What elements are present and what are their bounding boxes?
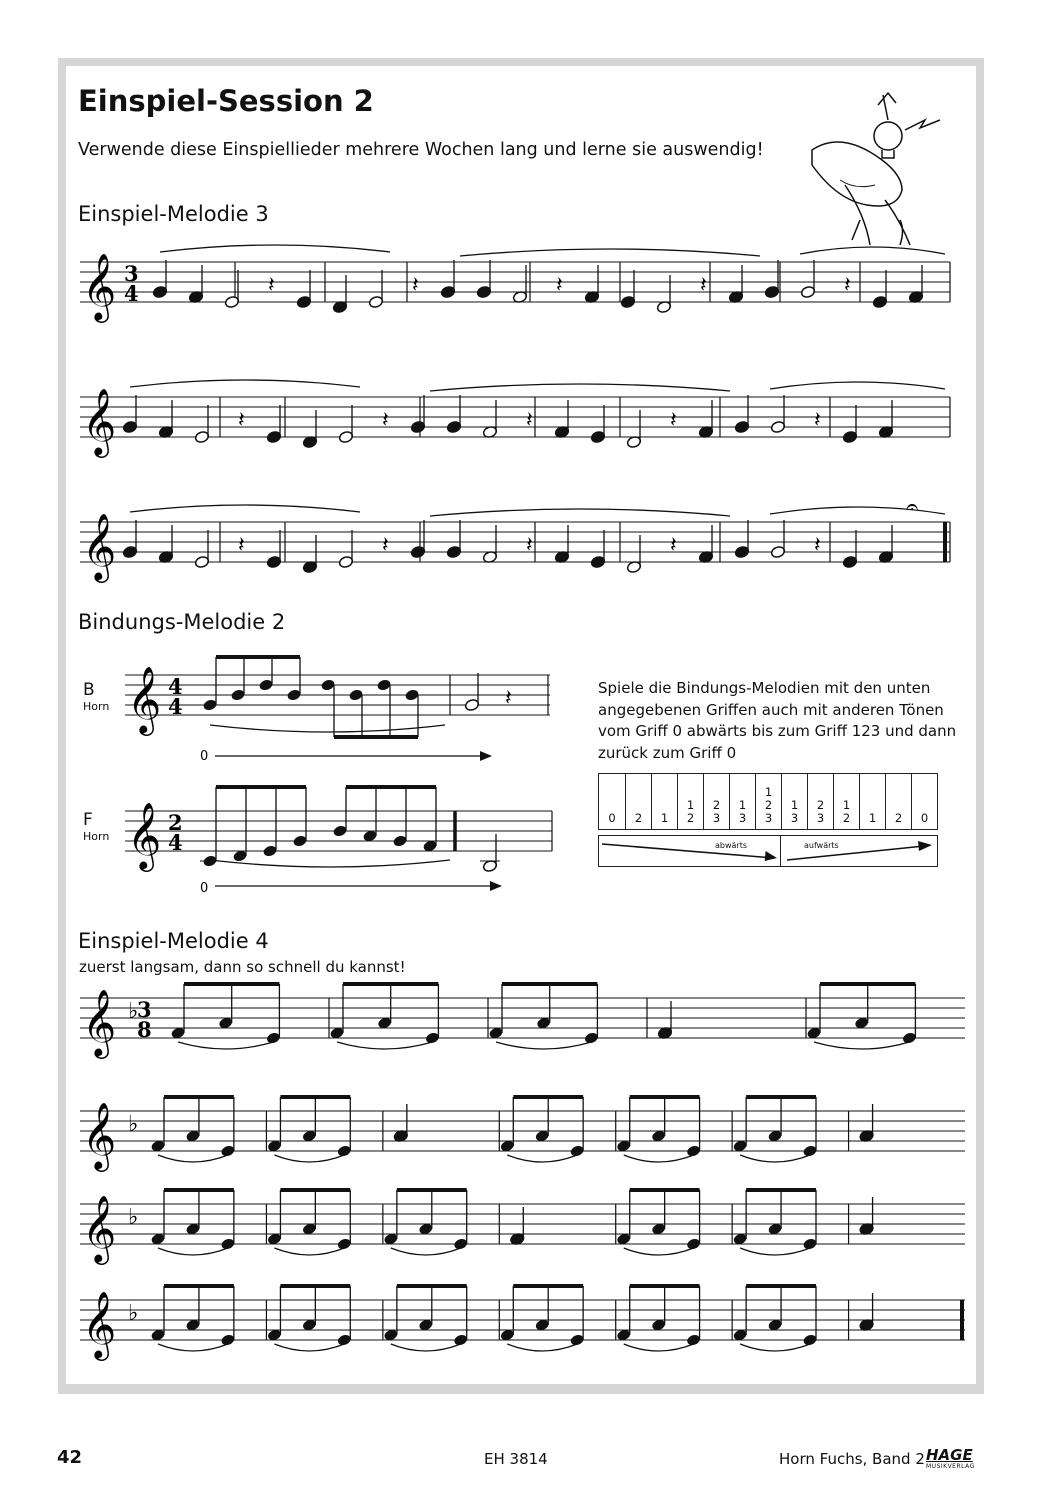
quarter-rest: 𝄽: [412, 273, 419, 298]
beam: [346, 785, 436, 789]
beam: [397, 1188, 467, 1192]
quarter-rest: 𝄽: [670, 533, 677, 558]
horn-b-label: B Horn: [83, 680, 110, 713]
slur: [158, 1344, 228, 1351]
slur: [158, 1248, 228, 1255]
beam: [216, 785, 306, 789]
practice-instruction: Spiele die Bindungs-Melodien mit den unten angegebenen Griffen auch mit anderen Tönen vom Griff 0 abwärts bis zum Griff 123 und dann zurück zum Griff 0: [598, 679, 957, 762]
time-sig: 4: [168, 694, 183, 719]
page-number: 42: [57, 1447, 83, 1468]
beam: [184, 982, 279, 986]
time-sig: 4: [168, 674, 183, 699]
publisher-logo: HAGE MUSIKVERLAG: [926, 1446, 975, 1470]
fingering-cell: 2 3: [807, 774, 833, 829]
arrow-head: [490, 881, 502, 891]
time-sig: 8: [137, 1017, 152, 1042]
treble-clef: 𝄞: [82, 512, 117, 580]
beam: [216, 655, 300, 659]
slur: [130, 380, 360, 387]
slur: [814, 1042, 909, 1049]
quarter-rest: 𝄽: [526, 533, 533, 558]
quarter-rest: 𝄽: [382, 408, 389, 433]
beam: [502, 982, 597, 986]
beam: [280, 1095, 350, 1099]
heading-einspiel-melodie-4: Einspiel-Melodie 4: [78, 929, 269, 953]
fingering-cell: 1 2 3: [755, 774, 781, 829]
time-sig: 2: [168, 810, 183, 835]
heading-einspiel-melodie-3: Einspiel-Melodie 3: [78, 202, 269, 226]
quarter-rest: 𝄽: [382, 533, 389, 558]
fingering-cell: 1: [651, 774, 677, 829]
flat-key: ♭: [128, 1205, 139, 1230]
slur: [740, 1248, 810, 1255]
heading-bindungs-melodie-2: Bindungs-Melodie 2: [78, 610, 286, 634]
treble-clef: 𝄞: [82, 988, 117, 1056]
slur: [210, 860, 450, 867]
quarter-rest: 𝄽: [814, 408, 821, 433]
quarter-rest: 𝄽: [844, 273, 851, 298]
fingering-cell: 2 3: [703, 774, 729, 829]
slur: [460, 249, 760, 256]
fingering-cell: 0: [608, 811, 616, 825]
slur: [770, 382, 945, 389]
fingering-cell: 2: [885, 774, 911, 829]
treble-clef: 𝄞: [82, 1290, 117, 1358]
slur: [391, 1344, 461, 1351]
fingering-cell: 1 2: [677, 774, 703, 829]
beam: [630, 1284, 700, 1288]
slur: [624, 1155, 694, 1162]
beam: [513, 1095, 583, 1099]
beam: [164, 1284, 234, 1288]
fingering-cell: 1: [859, 774, 885, 829]
flat-key: ♭: [128, 1301, 139, 1326]
slur: [740, 1344, 810, 1351]
quarter-rest: 𝄽: [670, 408, 677, 433]
intro-text: Verwende diese Einspiellieder mehrere Wochen lang und lerne sie auswendig!: [78, 140, 764, 160]
slur: [160, 245, 390, 252]
quarter-rest: 𝄽: [268, 273, 275, 298]
beam: [164, 1095, 234, 1099]
beam: [513, 1284, 583, 1288]
beam: [630, 1188, 700, 1192]
flat-key: ♭: [128, 999, 139, 1024]
quarter-rest: 𝄽: [814, 533, 821, 558]
tempo-instruction: zuerst langsam, dann so schnell du kannst!: [79, 958, 406, 976]
beam: [334, 735, 418, 739]
page-title: Einspiel-Session 2: [78, 84, 374, 118]
slur: [624, 1344, 694, 1351]
time-sig: 3: [137, 997, 152, 1022]
slur: [430, 384, 730, 391]
quarter-rest: 𝄽: [526, 408, 533, 433]
treble-clef: 𝄞: [82, 252, 117, 320]
slur: [800, 247, 945, 254]
beam: [343, 982, 438, 986]
slur: [274, 1344, 344, 1351]
fingering-cell: 1 3: [781, 774, 807, 829]
treble-clef: 𝄞: [127, 801, 162, 869]
slur: [770, 507, 945, 514]
time-sig: 4: [124, 281, 139, 306]
arrow-down-label: abwärts: [715, 841, 748, 850]
slur: [130, 505, 360, 512]
slur: [274, 1248, 344, 1255]
slur: [507, 1155, 577, 1162]
treble-clef: 𝄞: [82, 387, 117, 455]
fingering-start: 0: [200, 881, 209, 896]
beam: [746, 1188, 816, 1192]
beam: [746, 1095, 816, 1099]
beam: [164, 1188, 234, 1192]
arrow-head: [480, 751, 492, 761]
beam: [280, 1188, 350, 1192]
quarter-rest: 𝄽: [700, 273, 707, 298]
quarter-rest: 𝄽: [238, 533, 245, 558]
horn-f-label: F Horn: [83, 810, 110, 843]
quarter-rest: 𝄽: [505, 686, 512, 711]
treble-clef: 𝄞: [127, 665, 162, 733]
time-sig: 4: [168, 830, 183, 855]
beam: [820, 982, 915, 986]
arrow-up-label: aufwärts: [804, 841, 839, 850]
treble-clef: 𝄞: [82, 1101, 117, 1169]
slur: [158, 1155, 228, 1162]
quarter-rest: 𝄽: [556, 273, 563, 298]
time-sig: 3: [124, 261, 139, 286]
fingering-cell: 1 3: [729, 774, 755, 829]
slur: [178, 1042, 273, 1049]
slur: [391, 1248, 461, 1255]
fingering-cell: 2: [625, 774, 651, 829]
fingering-cell: 1 2: [833, 774, 859, 829]
fingering-start: 0: [200, 749, 209, 764]
slur: [624, 1248, 694, 1255]
beam: [397, 1284, 467, 1288]
treble-clef: 𝄞: [82, 1194, 117, 1262]
beam: [630, 1095, 700, 1099]
slur: [210, 725, 445, 732]
slur: [740, 1155, 810, 1162]
book-title: Horn Fuchs, Band 2: [779, 1450, 925, 1468]
slur: [496, 1042, 591, 1049]
slur: [337, 1042, 432, 1049]
flat-key: ♭: [128, 1112, 139, 1137]
beam: [280, 1284, 350, 1288]
edition-code: EH 3814: [484, 1450, 548, 1468]
beam: [746, 1284, 816, 1288]
slur: [274, 1155, 344, 1162]
fingering-cell: 0: [911, 774, 937, 829]
slur: [430, 509, 730, 516]
fermata: 𝄐: [906, 495, 919, 520]
quarter-rest: 𝄽: [238, 408, 245, 433]
slur: [507, 1344, 577, 1351]
